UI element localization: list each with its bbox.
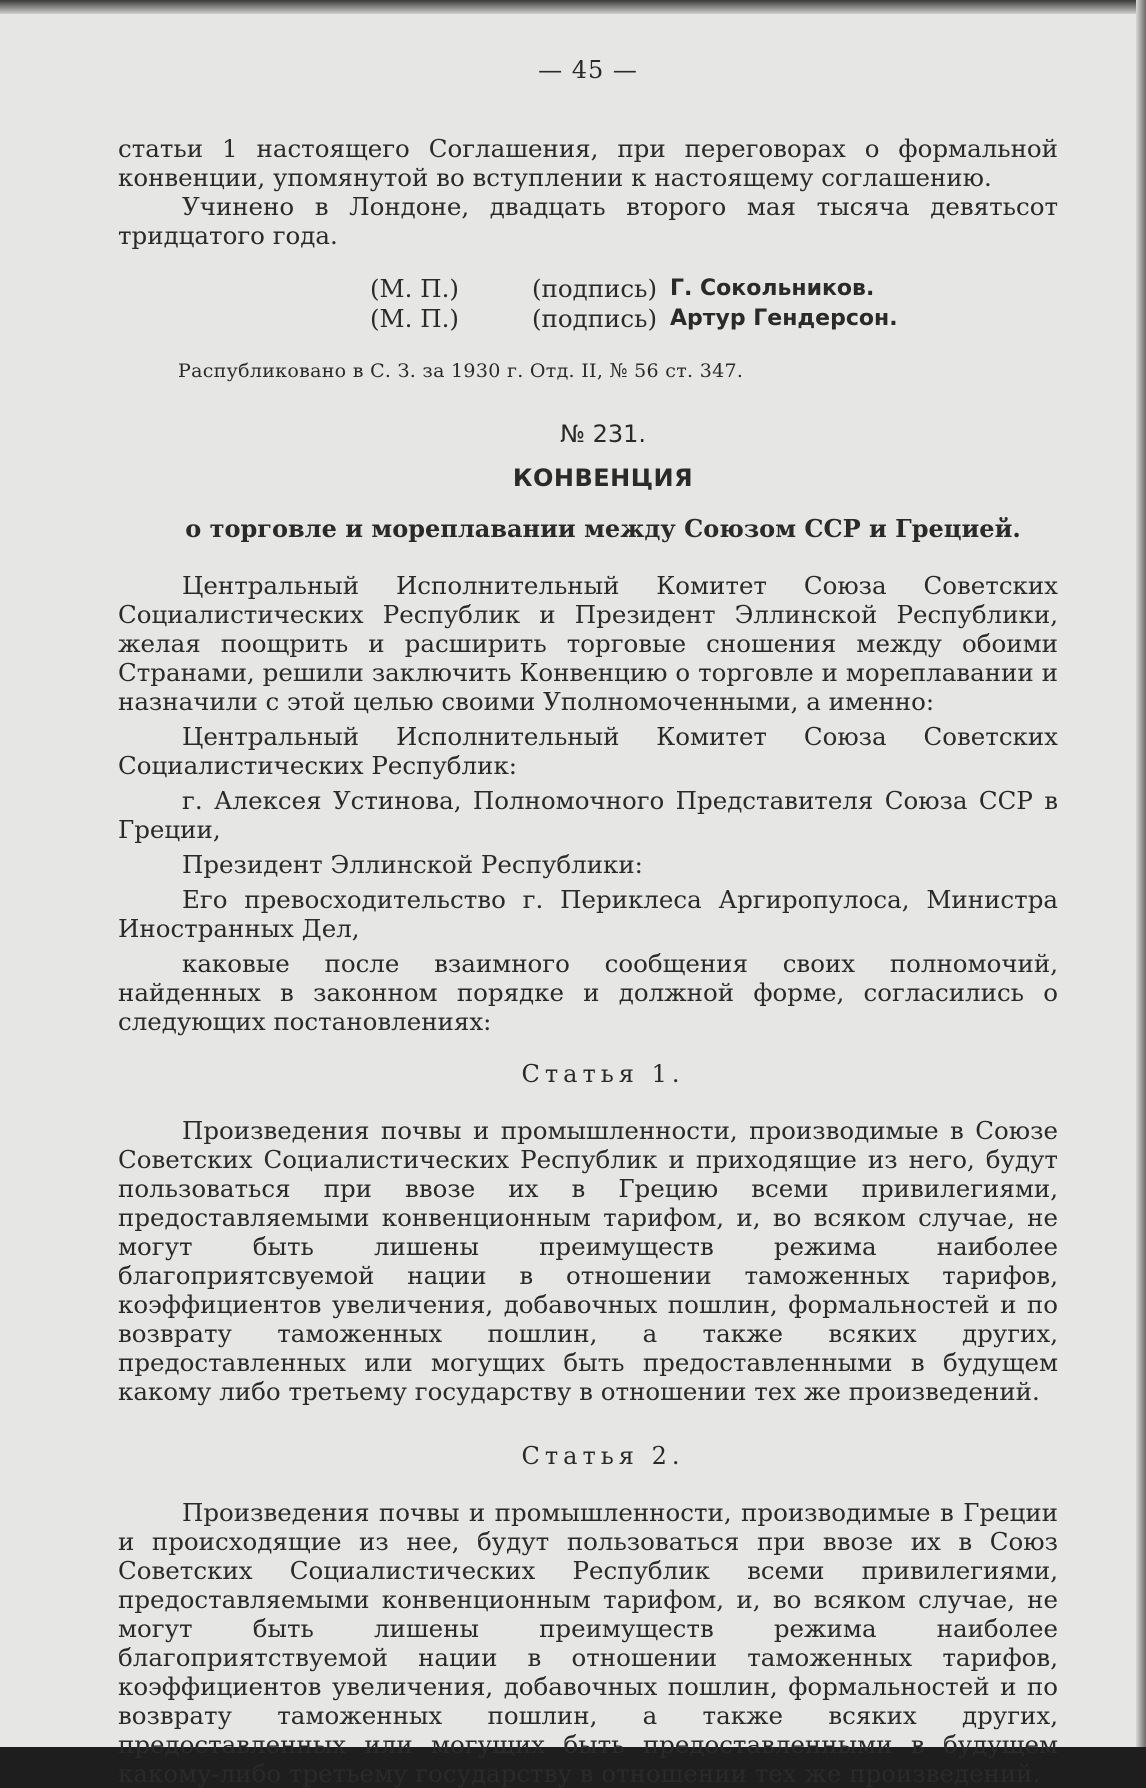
page-top-edge <box>0 0 1146 14</box>
document-title: КОНВЕНЦИЯ <box>512 464 694 492</box>
signature-note: (подпись) <box>532 304 658 333</box>
preamble-paragraph: Центральный Исполнительный Комитет Союза Советских Социалистических Республик и Президент Эллинской Республики, желая поощрить и расширить торговые сношения между обоими Странами, решили заключить Конвенцию о торговле и мореплавании и назначили с этой целью своими Уполномоченными, а именно: <box>118 571 1058 716</box>
signatory-name: Артур Гендерсон. <box>670 306 898 331</box>
preamble-paragraph: каковые после взаимного сообщения своих полномочий, найденных в законном порядке и должной форме, согласились о следующих постановлениях: <box>118 949 1058 1036</box>
preamble-paragraph: Президент Эллинской Республики: <box>182 850 643 879</box>
signature-row <box>370 274 1058 304</box>
signature-note: (подпись) <box>532 274 658 303</box>
page-right-edge <box>1136 0 1146 1747</box>
page-number: — 45 — <box>538 56 638 84</box>
seal-mark: (М. П.) <box>370 274 459 303</box>
page-content <box>118 56 1058 1788</box>
intro-paragraph-1: статьи 1 настоящего Соглашения, при переговорах о формальной конвенции, упомянутой во вступлении к настоящему соглашению. <box>118 134 1058 192</box>
article-heading: Статья 1. <box>521 1060 685 1088</box>
document-number: № 231. <box>559 420 647 448</box>
signature-row <box>370 304 1058 334</box>
article-text: Произведения почвы и промышленности, производимые в Союзе Советских Социалистических Республик и приходящие из него, будут пользоваться при ввозе их в Грецию всеми привилегиями, предоставляемыми конвенционным тарифом, и, во всяком случае, не могут быть лишены преимуществ режима наиболее благоприятсвуемой нации в отношении таможенных тарифов, коэффициентов увеличения, добавочных пошлин, формальностей и по возврату таможенных пошлин, а также всяких других, предоставленных или могущих быть предоставленными в будущем какому либо третьему государству в отношении тех же произведений. <box>118 1116 1058 1406</box>
preamble-paragraph: Центральный Исполнительный Комитет Союза Советских Социалистических Республик: <box>118 722 1058 780</box>
signatory-name: Г. Сокольников. <box>670 276 875 301</box>
seal-mark: (М. П.) <box>370 304 459 333</box>
signature-block <box>370 274 1058 334</box>
preamble-paragraph: Его превосходительство г. Периклеса Аргиропулоса, Министра Иностранных Дел, <box>118 885 1058 943</box>
article-text: Произведения почвы и промышленности, производимые в Греции и происходящие из нее, будут пользоваться при ввозе их в Союз Советских Социалистических Республик всеми привилегиями, предоставляемыми конвенционным тарифом, и, во всяком случае, не могут быть лишены преимуществ режима наиболее благоприятствуемой нации в отношении таможенных тарифов, коэффициентов увеличения, добавочных пошлин, формальностей и по возврату таможенных пошлин, а также всяких других, предоставленных или могущих быть предоставленными в будущем какому-либо третьему государству в отношении тех же произведений. <box>118 1498 1058 1788</box>
article-heading: Статья 2. <box>521 1442 685 1470</box>
publication-note: Распубликовано в С. З. за 1930 г. Отд. II, № 56 ст. 347. <box>178 360 744 382</box>
preamble-paragraph: г. Алексея Устинова, Полномочного Представителя Союза ССР в Греции, <box>118 786 1058 844</box>
intro-paragraph-2: Учинено в Лондоне, двадцать второго мая тысяча девятьсот тридцатого года. <box>118 192 1058 250</box>
document-subtitle: о торговле и мореплавании между Союзом ССР и Грецией. <box>185 514 1021 543</box>
